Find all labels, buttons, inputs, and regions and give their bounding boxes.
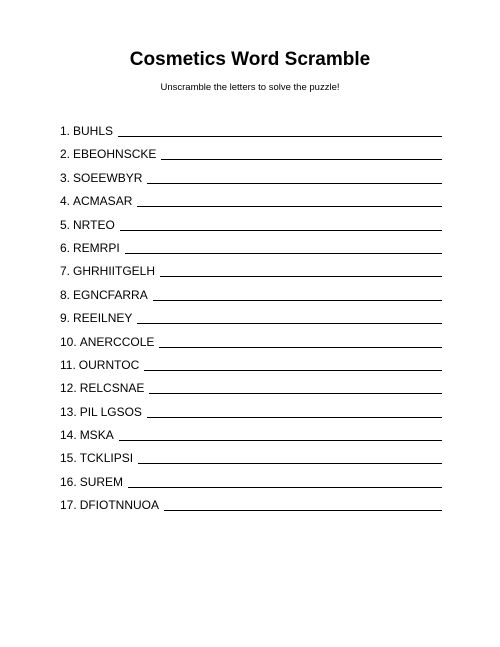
scramble-item (60, 169, 442, 192)
item-number: 13. (60, 404, 77, 419)
item-number: 10. (60, 334, 77, 349)
answer-line (119, 428, 442, 441)
answer-line (160, 264, 442, 277)
answer-line (128, 475, 442, 488)
item-number: 7. (60, 264, 71, 279)
scrambled-word: SOEEWBYR (73, 170, 143, 185)
item-number: 6. (60, 240, 71, 255)
scramble-item (60, 262, 442, 285)
scramble-item (60, 356, 442, 379)
item-number: 1. (60, 124, 71, 138)
item-number: 14. (60, 428, 77, 443)
item-number: 8. (60, 287, 71, 302)
scramble-item (60, 286, 442, 309)
item-number: 3. (60, 170, 71, 185)
answer-line (149, 381, 442, 394)
answer-line (118, 124, 442, 137)
scramble-item (60, 496, 442, 519)
worksheet-instructions: Unscramble the letters to solve the puzzle! (160, 82, 340, 93)
answer-line (120, 218, 442, 231)
item-number: 4. (60, 194, 71, 209)
answer-line (137, 194, 442, 207)
scramble-item (60, 333, 442, 356)
answer-line (125, 241, 442, 254)
item-number: 9. (60, 311, 71, 326)
item-number: 17. (60, 498, 77, 513)
scrambled-word: TCKLIPSI (79, 451, 134, 466)
scrambled-word: EBEOHNSCKE (73, 147, 157, 162)
scrambled-word: MSKA (79, 428, 114, 443)
answer-line (147, 171, 442, 184)
scramble-item (60, 122, 442, 145)
scramble-item (60, 449, 442, 472)
scrambled-word: REMRPI (73, 240, 120, 255)
scrambled-word: SUREM (79, 474, 124, 489)
scramble-item (60, 426, 442, 449)
scrambled-word: GHRHIITGELH (73, 264, 156, 279)
answer-line (159, 335, 442, 348)
scrambled-word: BUHLS (73, 124, 114, 138)
scrambled-word: OURNTOC (78, 357, 140, 372)
scramble-item (60, 216, 442, 239)
item-number: 12. (60, 381, 77, 396)
scrambled-word: NRTEO (73, 217, 115, 232)
scramble-item (60, 403, 442, 426)
scrambled-word: EGNCFARRA (73, 287, 148, 302)
item-number: 11. (60, 357, 76, 372)
answer-line (144, 358, 442, 371)
scrambled-word: ANERCCOLE (79, 334, 155, 349)
scrambled-word: PIL LGSOS (79, 404, 142, 419)
scramble-item (60, 309, 442, 332)
answer-line (138, 451, 442, 464)
scrambled-word: RELCSNAE (79, 381, 145, 396)
scrambled-word: DFIOTNNUOA (79, 498, 160, 513)
item-number: 16. (60, 474, 77, 489)
scramble-list (60, 122, 442, 520)
answer-line (147, 405, 442, 418)
answer-line (153, 288, 442, 301)
answer-line (164, 498, 442, 511)
answer-line (137, 311, 442, 324)
scramble-item (60, 145, 442, 168)
item-number: 15. (60, 451, 77, 466)
worksheet-title: Cosmetics Word Scramble (129, 49, 371, 70)
item-number: 2. (60, 147, 71, 162)
scramble-item (60, 192, 442, 215)
scrambled-word: REEILNEY (73, 311, 133, 326)
scramble-item (60, 473, 442, 496)
scramble-item (60, 239, 442, 262)
scramble-item (60, 379, 442, 402)
item-number: 5. (60, 217, 71, 232)
scrambled-word: ACMASAR (73, 194, 133, 209)
answer-line (161, 147, 442, 160)
